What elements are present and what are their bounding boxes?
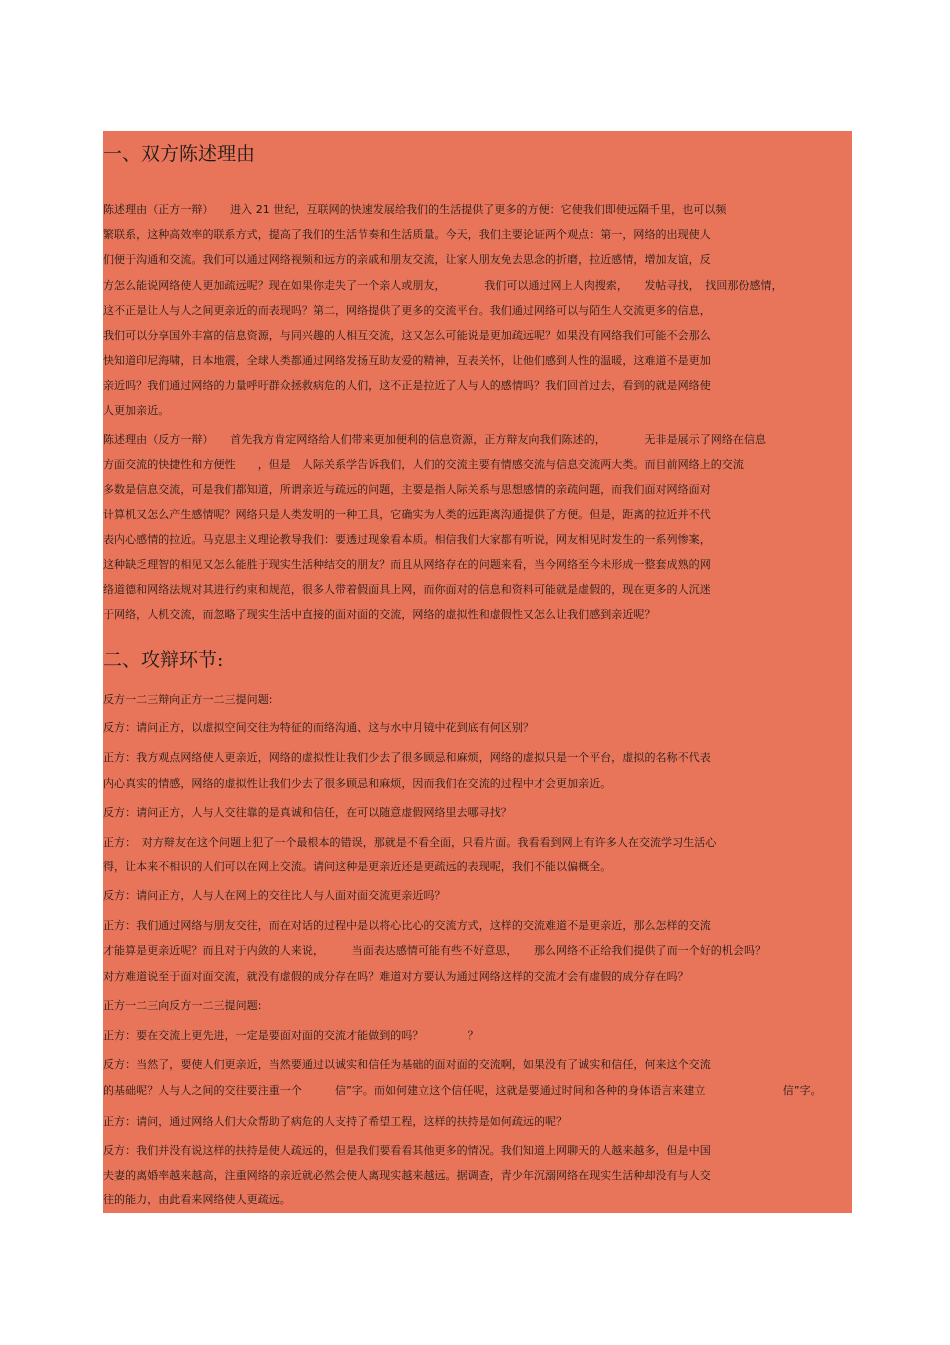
- con-statement-line: 表内心感情的拉近。马克思主义理论教导我们：要透过现象看本质。相信我们大家都有听说，网友相见时发生的一系列惨案，: [103, 533, 711, 546]
- pro-statement-line: 方怎么能说网络使人更加疏远呢？现在如果你走失了一个亲人或朋友， 我们可以通过网上人肉搜索， 发帖寻找， 找回那份感情，: [103, 279, 783, 292]
- debate-line: 正方：我方观点网络使人更亲近，网络的虚拟性让我们少去了很多顾忌和麻烦，网络的虚拟只是一个平台，虚拟的名称不代表: [103, 751, 711, 764]
- pro-statement-line: 亲近吗？我们通过网络的力量呼吁群众拯救病危的人们，这不正是拉近了人与人的感情吗？我们回首过去，看到的就是网络使: [103, 379, 711, 392]
- debate-line: 正方：请问，通过网络人们大众帮助了病危的人支持了希望工程，这样的扶持是如何疏远的呢？: [103, 1115, 568, 1128]
- debate-line: 内心真实的情感，网络的虚拟性让我们少去了很多顾忌和麻烦，因而我们在交流的过程中才会更加亲近。: [103, 777, 612, 790]
- con-statement-line: 方面交流的快捷性和方便性 ，但是 人际关系学告诉我们，人们的交流主要有情感交流与信息交流两大类。而目前网络上的交流: [103, 458, 744, 471]
- document-background: [103, 131, 852, 1213]
- pro-statement-line: 繁联系，这种高效率的联系方式，提高了我们的生活节奏和生活质量。今天，我们主要论证两个观点：第一，网络的出现使人: [103, 228, 711, 241]
- debate-line: 正方一二三向反方一二三提问题:: [103, 999, 262, 1012]
- pro-statement-line: 快知道印尼海啸，日本地震，全球人类都通过网络发扬互助友爱的精神，互表关怀，让他们感到人性的温暖，这难道不是更加: [103, 354, 711, 367]
- con-statement-line: 于网络，人机交流，而忽略了现实生活中直接的面对面的交流，网络的虚拟性和虚假性又怎么让我们感到亲近呢？: [103, 608, 656, 621]
- pro-statement-line: 这不正是让人与人之间更亲近的而表现吗？第二，网络提供了更多的交流平台。我们通过网络可以与陌生人交流更多的信息，: [103, 304, 711, 317]
- debate-line: 夫妻的离婚率越来越高，注重网络的亲近就必然会使人离现实越来越远。据调查，青少年沉溺网络在现实生活种却没有与人交: [103, 1169, 711, 1182]
- con-statement-line: 计算机又怎么产生感情呢？网络只是人类发明的一种工具，它确实为人类的远距离沟通提供了方便。但是，距离的拉近并不代: [103, 508, 711, 521]
- con-statement-line: 这种缺乏理智的相见又怎么能胜于现实生活种结交的朋友？而且从网络存在的问题来看，当今网络至今未形成一整套成熟的网: [103, 558, 711, 571]
- debate-line: 正方：我们通过网络与朋友交往，而在对话的过程中是以将心比心的交流方式，这样的交流难道不是更亲近，那么怎样的交流: [103, 919, 711, 932]
- pro-statement-line: 人更加亲近。: [103, 404, 170, 417]
- debate-line: 反方：我们并没有说这样的扶持是使人疏远的，但是我们要看看其他更多的情况。我们知道上网聊天的人越来越多，但是中国: [103, 1144, 711, 1157]
- con-statement-line: 多数是信息交流，可是我们都知道，所谓亲近与疏远的问题，主要是指人际关系与思想感情的亲疏问题，而我们面对网络面对: [103, 483, 711, 496]
- pro-statement-line: 我们可以分享国外丰富的信息资源，与同兴趣的人相互交流，这又怎么可能说是更加疏远呢？如果没有网络我们可能不会那么: [103, 329, 711, 342]
- section-heading-statements: 一、双方陈述理由: [103, 143, 256, 165]
- debate-line: 反方：请问正方，人与人交往靠的是真诚和信任，在可以随意虚假网络里去哪寻找？: [103, 806, 512, 819]
- section-heading-debate: 二、攻辩环节:: [103, 649, 224, 671]
- debate-line: 正方：要在交流上更先进，一定是要面对面的交流才能做到的吗？ ？: [103, 1029, 479, 1042]
- debate-line: 对方难道说至于面对面交流，就没有虚假的成分存在吗？难道对方要认为通过网络这样的交流才会有虚假的成分存在吗？: [103, 970, 689, 983]
- debate-line: 反方：当然了，要使人们更亲近，当然要通过以诚实和信任为基础的面对面的交流啊，如果没有了诚实和信任，何来这个交流: [103, 1058, 711, 1071]
- con-statement-line: 络道德和网络法规对其进行约束和规范，很多人带着假面具上网，而你面对的信息和资料可能就是虚假的，现在更多的人沉迷: [103, 583, 711, 596]
- debate-line: 正方： 对方辩友在这个问题上犯了一个最根本的错误，那就是不看全面，只看片面。我看看到网上有许多人在交流学习生活心: [103, 836, 717, 849]
- debate-line: 得，让本来不相识的人们可以在网上交流。请问这种是更亲近还是更疏远的表现呢，我们不能以偏概全。: [103, 860, 612, 873]
- con-statement-line: 陈述理由（反方一辩） 首先我方肯定网络给人们带来更加便利的信息资源，正方辩友向我们陈述的， 无非是展示了网络在信息: [103, 433, 767, 446]
- pro-statement-line: 们便于沟通和交流。我们可以通过网络视频和远方的亲戚和朋友交流，让家人朋友免去思念的折磨，拉近感情，增加友谊，反: [103, 253, 711, 266]
- debate-line: 反方：请问正方，人与人在网上的交往比人与人面对面交流更亲近吗？: [103, 889, 446, 902]
- pro-statement-line: 陈述理由（正方一辩） 进入 21 世纪，互联网的快速发展给我们的生活提供了更多的方便：它使我们即使远隔千里，也可以频: [103, 203, 727, 216]
- debate-line: 往的能力，由此看来网络使人更疏远。: [103, 1193, 291, 1206]
- debate-line: 的基础呢？人与人之间的交往要注重一个 信”字。而如何建立这个信任呢，这就是要通过时间和各种的身体语言来建立 信”字。: [103, 1084, 822, 1097]
- debate-line: 反方：请问正方，以虚拟空间交往为特征的而络沟通、这与水中月镜中花到底有何区别？: [103, 721, 534, 734]
- debate-line: 才能算是更亲近呢？而且对于内敛的人来说， 当面表达感情可能有些不好意思， 那么网络不正给我们提供了而一个好的机会吗？: [103, 944, 767, 957]
- debate-line: 反方一二三辩向正方一二三提问题:: [103, 693, 273, 706]
